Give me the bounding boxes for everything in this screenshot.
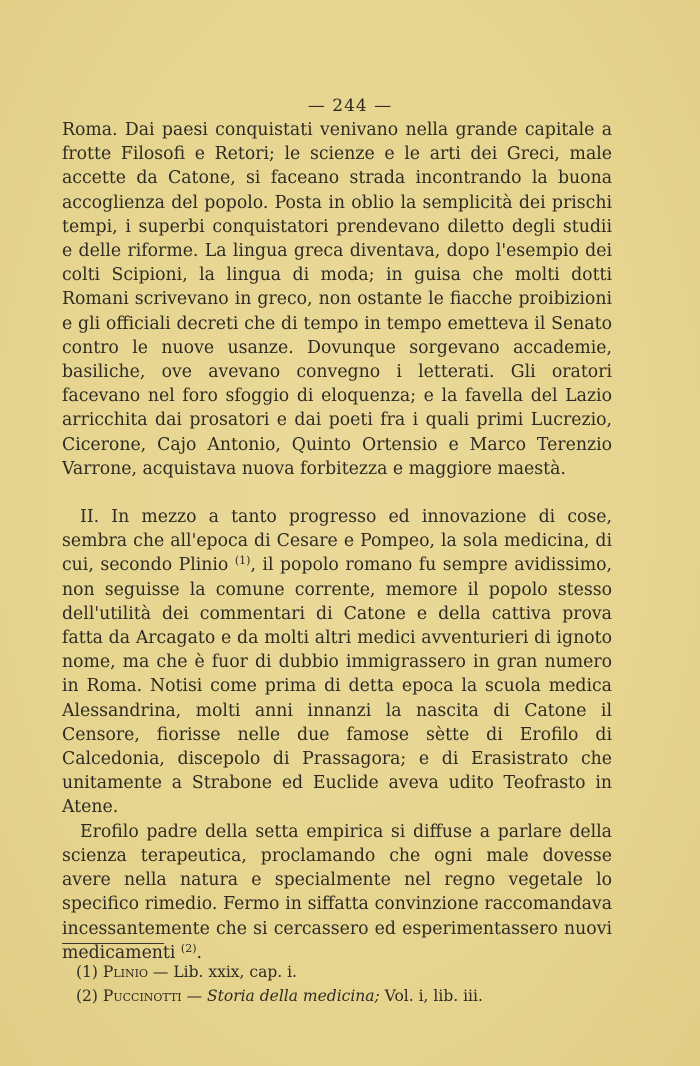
footnote-2-ref: Vol. i, lib. iii.	[379, 987, 483, 1005]
footnote-2-separator: —	[181, 987, 208, 1005]
footnote-ref-1: (1)	[234, 554, 251, 568]
body-text	[62, 118, 612, 965]
footnote-1-separator: —	[147, 963, 174, 981]
paragraph-2-text-a: II. In mezzo a tanto progresso ed innovazione di cose, sembra che all'epoca di Cesare e Pompeo, la sola medicina, di cui, secondo Plinio	[62, 507, 612, 576]
page-number: — 244 —	[307, 96, 393, 116]
paragraph-1: Roma. Dai paesi conquistati venivano nella grande capitale a frotte Filosofi e Retori; le scienze e le arti dei Greci, male accette da Catone, si faceano strada incontrando la buona accoglienza del popolo. Posta in oblio la semplicità dei prischi tempi, i superbi conquistatori prendevano diletto degli studii e delle riforme. La lingua greca diventava, dopo l'esempio dei colti Scipioni, la lingua di moda; in guisa che molti dotti Romani scrivevano in greco, non ostante le fiacche proibizioni e gli officiali decreti che di tempo in tempo emetteva il Senato contro le nuove usanze. Dovunque sorgevano accademie, basiliche, ove avevano convegno i letterati. Gli oratori facevano nel foro sfoggio di eloquenza; e la favella del Lazio arricchita dai prosatori e dai poeti fra i quali primi Lucrezio, Cicerone, Cajo Antonio, Quinto Ortensio e Marco Terenzio Varrone, acquistava nuova forbitezza e maggiore maestà.	[62, 120, 612, 479]
footnote-1-ref: Lib. xxix, cap. i.	[173, 963, 297, 981]
footnote-divider	[62, 943, 164, 944]
footnote-1-mark: (1)	[76, 963, 98, 981]
footnote-1	[76, 960, 596, 984]
footnote-ref-2: (2)	[180, 941, 197, 955]
footnote-2-title: Storia della medicina;	[207, 987, 380, 1005]
paragraph-2-text-b: , il popolo romano fu sempre avidissimo, non seguisse la comune corrente, memore il popolo stesso dell'utilità dei commentari di Catone e della cattiva prova fatta da Arcagato e da molti altri medici avventurieri di ignoto nome, ma che è fuor di dubbio immigrassero in gran numero in Roma. Notisi come prima di detta epoca la scuola medica Alessandrina, molti anni innanzi la nascita di Catone il Censore, fiorisse nelle due famose sètte di Erofilo di Calcedonia, discepolo di Prassagora; e di Erasistrato che unitamente a Strabone ed Euclide aveva udito Teofrasto in Atene.	[62, 555, 612, 818]
paragraph-3-text-a: Erofilo padre della setta empirica si diffuse a parlare della scienza terapeutica, proclamando che ogni male dovesse avere nella natura e specialmente nel regno vegetale lo specifico rimedio. Fermo in siffatta convinzione raccomandava incessantemente che si cercassero ed esperimentassero nuovi medicamenti	[62, 821, 612, 963]
paragraph-2	[62, 505, 612, 820]
footnote-2-author: Puccinotti	[102, 987, 182, 1005]
footnotes	[76, 960, 596, 1008]
paragraph-3-text-b: .	[196, 942, 202, 963]
footnote-1-author: Plinio	[102, 963, 148, 981]
footnote-2	[76, 984, 596, 1008]
footnote-2-mark: (2)	[76, 987, 98, 1005]
